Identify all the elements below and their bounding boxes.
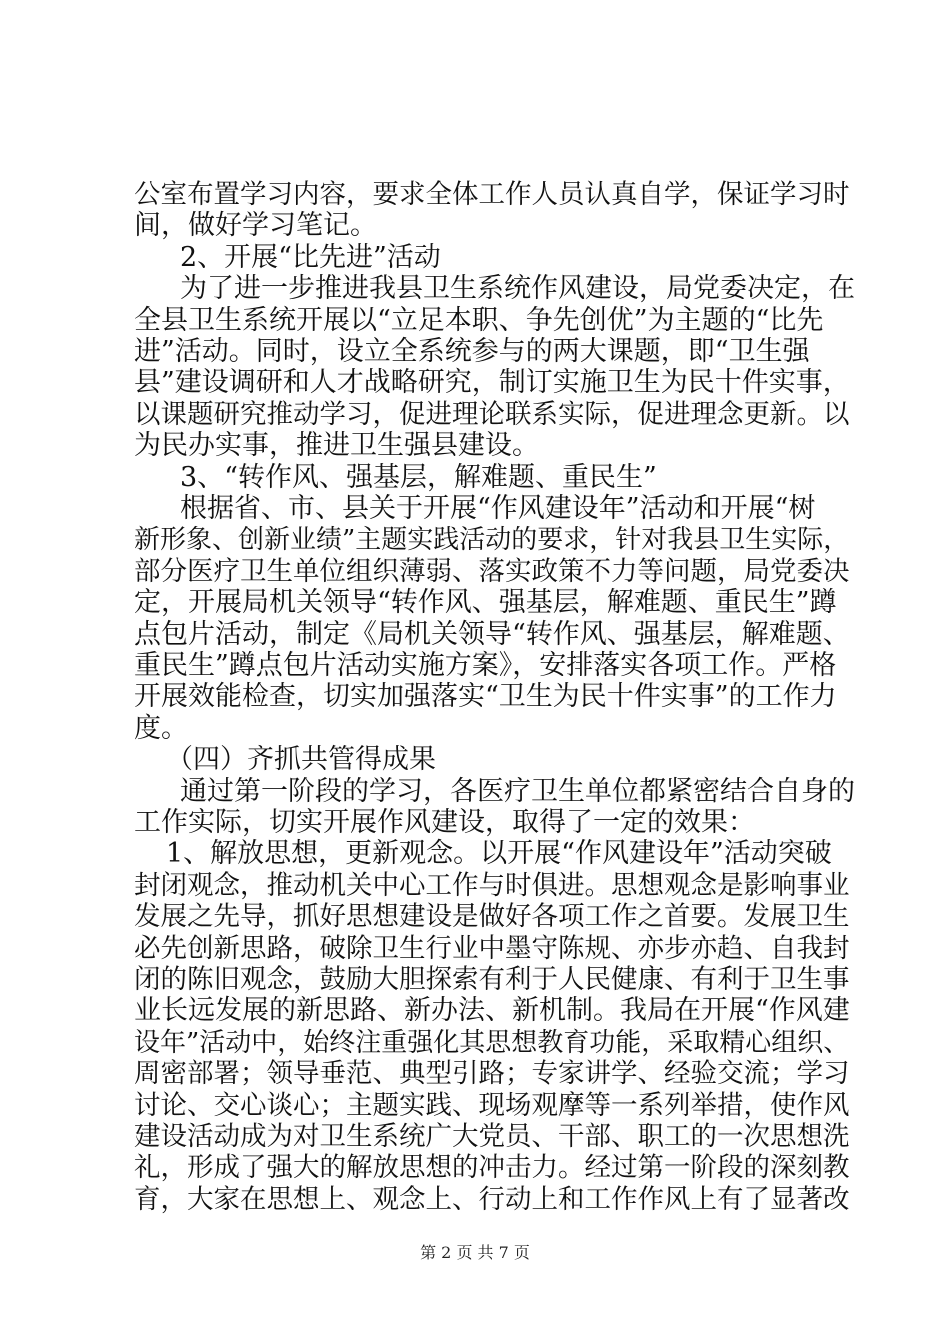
text-line: 定，开展局机关领导“转作风、强基层，解难题、重民生”蹲: [134, 587, 837, 619]
text-line: 间，做好学习笔记。: [134, 210, 377, 242]
text-line: 度。: [134, 712, 188, 744]
text-line: 根据省、市、县关于开展“作风建设年”活动和开展“树: [180, 493, 816, 524]
text-line: 闭的陈旧观念，鼓励大胆探索有利于人民健康、有利于卫生事: [134, 964, 850, 995]
text-line: 点包片活动，制定《局机关领导“转作风、强基层，解难题、: [134, 618, 850, 650]
text-line: 周密部署；领导垂范、典型引路；专家讲学、经验交流；学习: [134, 1058, 850, 1090]
text-line: 开展效能检查，切实加强落实“卫生为民十件实事”的工作力: [134, 681, 837, 713]
text-line: 重民生”蹲点包片活动实施方案》，安排落实各项工作。严格: [134, 650, 837, 681]
text-line: 全县卫生系统开展以“立足本职、争先创优”为主题的“比先: [134, 304, 824, 336]
text-line: 育，大家在思想上、观念上、行动上和工作作风上有了显著改: [134, 1183, 850, 1215]
text-line: 设年”活动中，始终注重强化其思想教育功能，采取精心组织、: [134, 1027, 850, 1058]
page-number: 第 2 页 共 7 页: [420, 1243, 530, 1262]
text-line: 为民办实事，推进卫生强县建设。: [134, 430, 539, 462]
text-line: 为了进一步推进我县卫生系统作风建设，局党委决定，在: [180, 273, 855, 305]
section-heading: 2、开展“比先进”活动: [180, 241, 441, 273]
text-line: 建设活动成为对卫生系统广大党员、干部、职工的一次思想洗: [134, 1121, 850, 1152]
text-line: 工作实际，切实开展作风建设，取得了一定的效果：: [134, 807, 755, 838]
section-heading: 3、“转作风、强基层，解难题、重民生”: [180, 461, 657, 493]
text-line: 业长远发展的新思路、新办法、新机制。我局在开展“作风建: [134, 995, 850, 1027]
text-line: 封闭观念，推动机关中心工作与时俱进。思想观念是影响事业: [134, 869, 850, 901]
text-line: 公室布置学习内容，要求全体工作人员认真自学，保证学习时: [134, 179, 850, 210]
text-line: 礼，形成了强大的解放思想的冲击力。经过第一阶段的深刻教: [134, 1152, 850, 1184]
text-line: 县”建设调研和人才战略研究，制订实施卫生为民十件实事，: [134, 367, 850, 399]
text-line: 新形象、创新业绩”主题实践活动的要求，针对我县卫生实际，: [134, 525, 850, 556]
text-line: 讨论、交心谈心；主题实践、现场观摩等一系列举措，使作风: [134, 1089, 850, 1121]
text-line: 必先创新思路，破除卫生行业中墨守陈规、亦步亦趋、自我封: [134, 932, 850, 964]
text-line: 发展之先导，抓好思想建设是做好各项工作之首要。发展卫生: [134, 901, 850, 933]
text-line: 通过第一阶段的学习，各医疗卫生单位都紧密结合自身的: [180, 775, 855, 807]
section-heading: （四）齐抓共管得成果: [166, 744, 436, 776]
text-line: 以课题研究推动学习，促进理论联系实际，促进理念更新。以: [134, 398, 850, 430]
text-line: 部分医疗卫生单位组织薄弱、落实政策不力等问题，局党委决: [134, 555, 850, 587]
text-line: 进”活动。同时，设立全系统参与的两大课题，即“卫生强: [134, 336, 810, 367]
text-line: 1、解放思想，更新观念。以开展“作风建设年”活动突破: [166, 838, 832, 870]
